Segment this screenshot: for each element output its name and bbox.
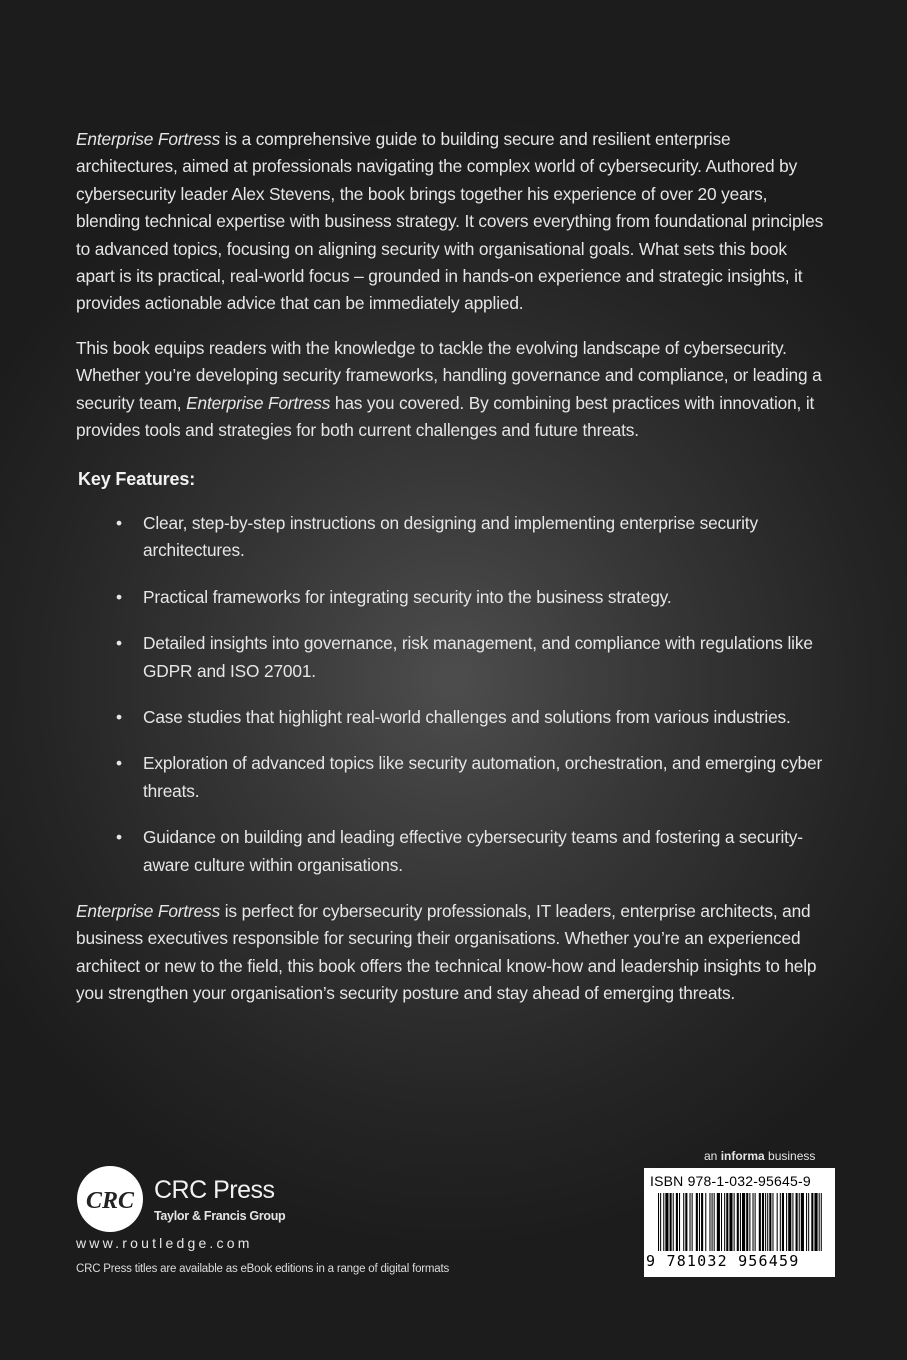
barcode-bar [799, 1193, 800, 1251]
intro-text: is a comprehensive guide to building secure and resilient enterprise architectures, aimed at professionals navigating the complex world of cybersecurity. Authored by cybersecurity leader Alex Stevens, the book brings together his experience of over 20 years, blending technical expertise with business strategy. It covers everything from foundational principles to advanced topics, focusing on aligning security with organisational goals. What sets this book apart is its practical, real-world focus – grounded in hands-on experience and strategic insights, it provides actionable advice that can be immediately applied. [76, 129, 824, 314]
informa-brand: informa [720, 1149, 765, 1163]
feature-item: • Exploration of advanced topics like security automation, orchestration, and emerging cyber threats. [76, 750, 828, 805]
key-features-heading: Key Features: [78, 469, 196, 490]
barcode-bar [734, 1193, 735, 1251]
barcode-bar [673, 1193, 674, 1251]
barcode-bar [788, 1193, 791, 1251]
publisher-website[interactable]: www.routledge.com [76, 1235, 253, 1251]
crc-press-logo [76, 1165, 144, 1233]
barcode-bar [749, 1193, 750, 1251]
bullet-icon: • [116, 706, 122, 727]
barcode-bar [712, 1193, 713, 1251]
isbn-label: ISBN 978-1-032-95645-9 [650, 1173, 811, 1189]
barcode-bar [742, 1193, 745, 1251]
closing-text: is perfect for cybersecurity professionals, IT leaders, enterprise architects, and business executives responsible for securing their organisations. Whether you’re an experienced architect or new to the field, this book offers the technical know-how and leadership insights to help you strengthen your organisation’s security posture and stay ahead of emerging threats. [76, 900, 817, 1004]
barcode-bar [780, 1193, 781, 1251]
informa-business-tagline: an informa business [704, 1149, 816, 1163]
book-title-italic: Enterprise Fortress [186, 392, 331, 413]
barcode-bar [740, 1193, 741, 1251]
barcode-bar [792, 1193, 793, 1251]
barcode-bar [701, 1193, 703, 1251]
barcode-bars [658, 1193, 824, 1255]
feature-item: • Detailed insights into governance, risk management, and compliance with regulations like GDPR and ISO 27001. [76, 630, 828, 685]
bullet-icon: • [116, 512, 122, 533]
bullet-icon: • [116, 753, 122, 774]
barcode-bar [663, 1193, 664, 1251]
publisher-group: Taylor & Francis Group [154, 1209, 286, 1223]
barcode-bar [755, 1193, 756, 1251]
barcode-bar [762, 1193, 764, 1251]
barcode-bar [777, 1193, 778, 1251]
feature-item: • Clear, step-by-step instructions on designing and implementing enterprise security architectures. [76, 510, 828, 565]
barcode-bar [767, 1193, 768, 1251]
closing-paragraph [76, 898, 828, 1008]
barcode-bar [690, 1193, 691, 1251]
barcode-bar [660, 1193, 661, 1251]
barcode-bar [658, 1193, 659, 1251]
barcode-digits: 9 781032 956459 [646, 1252, 800, 1270]
barcode-bar [801, 1193, 804, 1251]
barcode-bar [782, 1193, 784, 1251]
barcode-bar [729, 1193, 732, 1251]
barcode-bar [737, 1193, 739, 1251]
barcode-bar [759, 1193, 761, 1251]
barcode-bar [705, 1193, 706, 1251]
key-features-list [76, 510, 828, 879]
back-cover-blurb [76, 126, 828, 1025]
barcode-bar [670, 1193, 672, 1251]
bullet-icon: • [116, 586, 122, 607]
barcode-bar [717, 1193, 720, 1251]
barcode-bar [772, 1193, 773, 1251]
barcode-bar [821, 1193, 822, 1251]
bullet-icon: • [116, 827, 122, 848]
book-title-italic: Enterprise Fortress [76, 900, 221, 921]
barcode-bar [814, 1193, 817, 1251]
barcode-bar [679, 1193, 680, 1251]
feature-item: • Case studies that highlight real-world challenges and solutions from various industries. [76, 704, 828, 731]
barcode-bar [746, 1193, 748, 1251]
barcode-bar [721, 1193, 722, 1251]
barcode-bar [683, 1193, 684, 1251]
barcode-bar [709, 1193, 710, 1251]
second-paragraph [76, 335, 828, 445]
book-title-italic: Enterprise Fortress [76, 129, 221, 149]
barcode-bar [726, 1193, 728, 1251]
second-text-end: has you covered. By combining best practices with innovation, it provides tools and strategies for both current challenges and future threats. [76, 392, 815, 441]
barcode-bar [699, 1193, 700, 1251]
publisher-name: CRC Press [154, 1176, 275, 1204]
barcode-bar [765, 1193, 766, 1251]
barcode-bar [811, 1193, 813, 1251]
barcode-bar [796, 1193, 798, 1251]
barcode-bar [808, 1193, 809, 1251]
barcode-bar [786, 1193, 787, 1251]
barcode-bar [806, 1193, 807, 1251]
logo-lettering: CRC [85, 1188, 135, 1214]
barcode-bar [696, 1193, 698, 1251]
barcode-bar [769, 1193, 771, 1251]
feature-item: • Guidance on building and leading effective cybersecurity teams and fostering a security-aware culture within organisations. [76, 824, 828, 879]
intro-paragraph [76, 126, 828, 318]
barcode-bar [753, 1193, 754, 1251]
barcode-bar [724, 1193, 725, 1251]
barcode-bar [819, 1193, 820, 1251]
barcode-bar [692, 1193, 693, 1251]
barcode-bar [685, 1193, 687, 1251]
barcode-bar [676, 1193, 678, 1251]
ebook-availability-note: CRC Press titles are available as eBook editions in a range of digital formats [76, 1263, 450, 1275]
barcode-bar [714, 1193, 715, 1251]
second-text-start: This book equips readers with the knowledge to tackle the evolving landscape of cybersecurity. Whether you’re developing security frameworks, handling governance and compliance, or leading a security team, [76, 337, 822, 413]
isbn-barcode [644, 1168, 835, 1277]
barcode-bar [665, 1193, 668, 1251]
feature-item: • Practical frameworks for integrating security into the business strategy. [76, 584, 828, 611]
bullet-icon: • [116, 633, 122, 654]
